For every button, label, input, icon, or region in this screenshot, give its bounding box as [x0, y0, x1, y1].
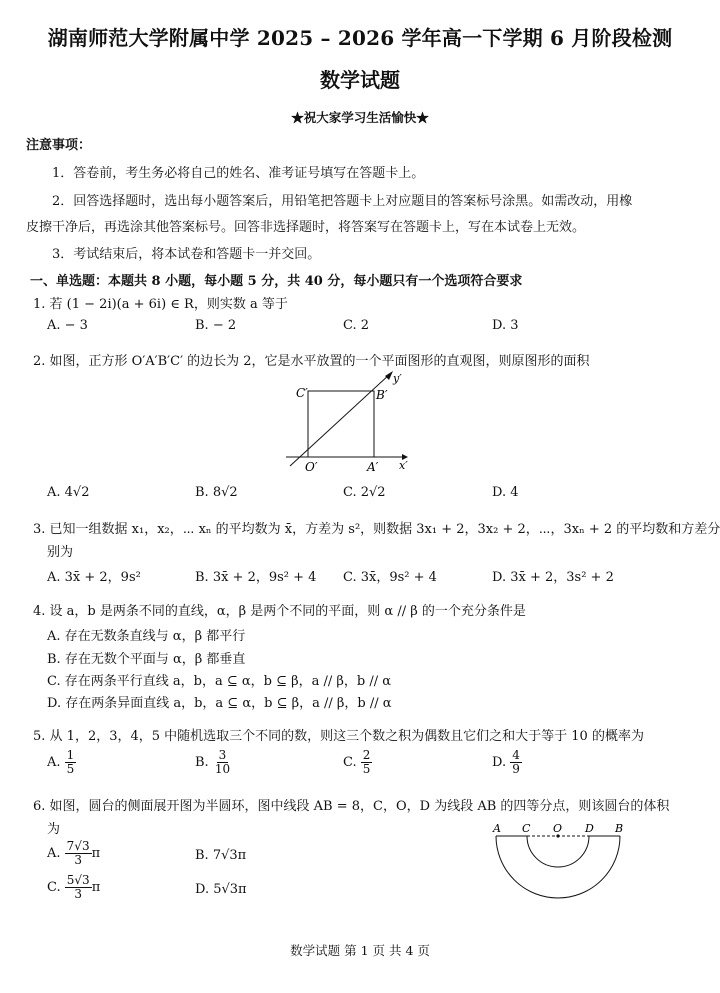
- notice-item-1: 1．答卷前，考生务必将自己的姓名、准考证号填写在答题卡上。: [52, 166, 425, 181]
- label-c: C: [522, 822, 531, 835]
- fraction: $\frac{3}{10}$: [214, 748, 231, 777]
- q6-figure: [486, 820, 630, 902]
- q6-option-c: C. $\frac{5√3}{3}$ π: [47, 873, 101, 902]
- label-y: y′: [393, 372, 402, 385]
- q2-option-a: A. 4√2: [47, 485, 90, 500]
- q6-option-d: D. 5√3π: [195, 882, 247, 897]
- q5-option-d: D. $\frac{4}{9}$: [492, 748, 520, 777]
- q6-stem-line1: 6. 如图，圆台的侧面展开图为半圆环，图中线段 AB = 8，C，O，D 为线段 AB 的四等分点，则该圆台的体积: [33, 799, 670, 814]
- fraction: $\frac{7√3}{3}$: [66, 839, 90, 868]
- q1-option-d: D. 3: [492, 318, 519, 333]
- fraction: $\frac{5√3}{3}$: [66, 873, 90, 902]
- q6-stem-line2: 为: [47, 822, 61, 837]
- q1-option-b: B. − 2: [195, 318, 237, 333]
- q3-stem-line1: 3. 已知一组数据 x₁，x₂，⋯ xₙ 的平均数为 x̄，方差为 s²，则数据 3x₁ + 2，3x₂ + 2，⋯，3xₙ + 2 的平均数和方差分: [33, 522, 720, 537]
- q6-option-b: B. 7√3π: [195, 848, 247, 863]
- fraction: $\frac{1}{5}$: [66, 748, 75, 777]
- section-heading: 一、单选题：本题共 8 小题，每小题 5 分，共 40 分，每小题只有一个选项符合要求: [30, 274, 523, 289]
- q4-option-d: D. 存在两条异面直线 a，b，a ⊆ α，b ⊆ β，a // β，b // α: [47, 696, 392, 711]
- q4-option-c: C. 存在两条平行直线 a，b，a ⊆ α，b ⊆ β，a // β，b // α: [47, 674, 392, 689]
- notice-item-3: 3．考试结束后，将本试卷和答题卡一并交回。: [52, 247, 321, 262]
- q3-option-c: C. 3x̄，9s² + 4: [343, 570, 437, 585]
- label-b: B′: [376, 388, 388, 402]
- q3-option-a: A. 3x̄ + 2，9s²: [47, 570, 141, 585]
- label-a: A: [493, 822, 501, 835]
- q5-stem: 5. 从 1，2，3，4，5 中随机选取三个不同的数，则这三个数之积为偶数且它们之和大于等于 10 的概率为: [33, 729, 644, 744]
- q4-option-a: A. 存在无数条直线与 α，β 都平行: [47, 629, 246, 644]
- label-o: O: [553, 822, 563, 835]
- square-oabc: [308, 391, 374, 457]
- notice-item-2a: 2．回答选择题时，选出每小题答案后，用铅笔把答题卡上对应题目的答案标号涂黑。如需改动，用橡: [52, 194, 633, 209]
- notice-item-2b: 皮擦干净后，再选涂其他答案标号。回答非选择题时，将答案写在答题卡上，写在本试卷上无效。: [26, 220, 586, 235]
- label-o: O′: [305, 460, 318, 474]
- q4-stem: 4. 设 a，b 是两条不同的直线，α，β 是两个不同的平面，则 α // β 的一个充分条件是: [33, 604, 526, 619]
- q2-option-b: B. 8√2: [195, 485, 238, 500]
- q1-option-c: C. 2: [343, 318, 370, 333]
- y-axis-arrow: [385, 371, 393, 380]
- label-d: D: [585, 822, 594, 835]
- q5-option-c: C. $\frac{2}{5}$: [343, 748, 371, 777]
- q1-stem: 1. 若 (1 − 2i)(a + 6i) ∈ R，则实数 a 等于: [33, 297, 288, 312]
- inner-semicircle: [527, 836, 589, 867]
- q3-option-b: B. 3x̄ + 2，9s² + 4: [195, 570, 317, 585]
- label-b: B: [615, 822, 624, 835]
- fraction: $\frac{2}{5}$: [362, 748, 371, 777]
- label-c: C′: [296, 386, 308, 400]
- fraction: $\frac{4}{9}$: [512, 748, 520, 777]
- q6-option-a: A. $\frac{7√3}{3}$ π: [47, 839, 101, 868]
- q5-option-b: B. $\frac{3}{10}$: [195, 748, 231, 777]
- label-a: A′: [367, 460, 379, 474]
- page-title: 湖南师范大学附属中学 2025 – 2026 学年高一下学期 6 月阶段检测: [47, 26, 673, 50]
- q2-stem: 2. 如图，正方形 O′A′B′C′ 的边长为 2，它是水平放置的一个平面图形的直观图，则原图形的面积: [33, 354, 590, 369]
- page-footer: 数学试题 第 1 页 共 4 页: [290, 943, 430, 958]
- q4-option-b: B. 存在无数个平面与 α，β 都垂直: [47, 652, 246, 667]
- q3-stem-line2: 别为: [47, 545, 74, 560]
- page-subtitle: 数学试题: [320, 68, 400, 92]
- q2-option-c: C. 2√2: [343, 485, 386, 500]
- q1-option-a: A. − 3: [47, 318, 88, 333]
- q3-option-d: D. 3x̄ + 2，3s² + 2: [492, 570, 614, 585]
- label-x: x′: [399, 459, 408, 472]
- q2-figure: [278, 368, 418, 480]
- motto: ★祝大家学习生活愉快★: [291, 110, 429, 125]
- notice-heading: 注意事项：: [26, 138, 92, 153]
- q2-option-d: D. 4: [492, 485, 519, 500]
- q5-option-a: A. $\frac{1}{5}$: [47, 748, 75, 777]
